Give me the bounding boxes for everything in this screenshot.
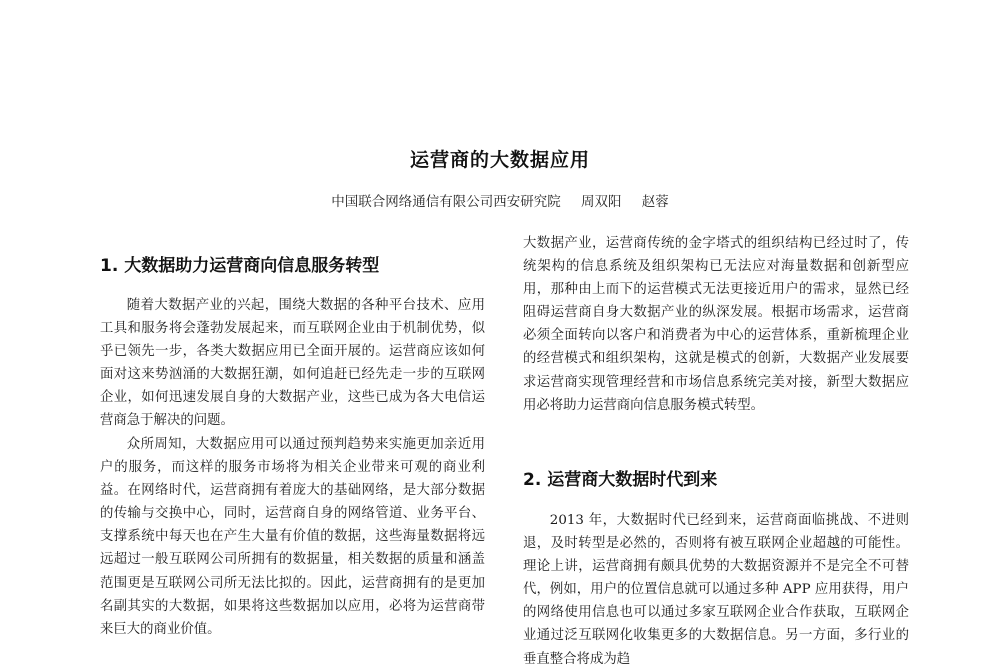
section-heading-1: 1. 大数据助力运营商向信息服务转型 xyxy=(100,256,380,276)
article-title: 运营商的大数据应用 xyxy=(409,149,590,171)
author-name-2: 赵蓉 xyxy=(641,194,669,210)
section-heading-2: 2. 运营商大数据时代到来 xyxy=(523,470,718,490)
left-paragraph-1: 随着大数据产业的兴起，围绕大数据的各种平台技术、应用工具和服务将会蓬勃发展起来，而互联网企业由于机制优势，似乎已领先一步，各类大数据应用已全面开展的。运营商应该如何面对这来势汹涌的大数据狂潮，如何追赶已经先走一步的互联网企业，如何迅速发展自身的大数据产业，这些已成为各大电信运营商急于解决的问题。 xyxy=(100,298,485,429)
byline xyxy=(0,190,1000,210)
author-organization: 中国联合网络通信有限公司西安研究院 xyxy=(331,194,561,210)
left-paragraph-2: 众所周知，大数据应用可以通过预判趋势来实施更加亲近用户的服务，而这样的服务市场将为相关企业带来可观的商业利益。在网络时代，运营商拥有着庞大的基础网络，是大部分数据的传输与交换中心，同时，运营商自身的网络管道、业务平台、支撑系统中每天也在产生大量有价值的数据，这些海量数据将远远超过一般互联网公司所拥有的数据量，相关数据的质量和涵盖范围更是互联网公司所无法比拟的。因此，运营商拥有的是更加名副其实的大数据，如果将这些数据加以应用，必将为运营商带来巨大的商业价值。 xyxy=(100,437,485,637)
author-name-1: 周双阳 xyxy=(581,194,622,210)
right-paragraph-1: 大数据产业，运营商传统的金字塔式的组织结构已经过时了，传统架构的信息系统及组织架构已无法应对海量数据和创新型应用，那种由上而下的运营模式无法更接近用户的需求，显然已经阻碍运营商自身大数据产业的纵深发展。根据市场需求，运营商必须全面转向以客户和消费者为中心的运营体系，重新梳理企业的经营模式和组织架构，这就是模式的创新，大数据产业发展要求运营商实现管理经营和市场信息系统完美对接，新型大数据应用必将助力运营商向信息服务模式转型。 xyxy=(523,236,909,413)
right-paragraph-2: 2013 年，大数据时代已经到来，运营商面临挑战、不进则退，及时转型是必然的，否则将有被互联网企业超越的可能性。理论上讲，运营商拥有颇具优势的大数据资源并不是完全不可替代，例如，用户的位置信息就可以通过多种 APP 应用获得，用户的网络使用信息也可以通过多家互联网企业合作获取，互联网企业通过泛互联网化收集更多的大数据信息。另一方面，多行业的垂直整合将成为趋 xyxy=(523,513,909,667)
